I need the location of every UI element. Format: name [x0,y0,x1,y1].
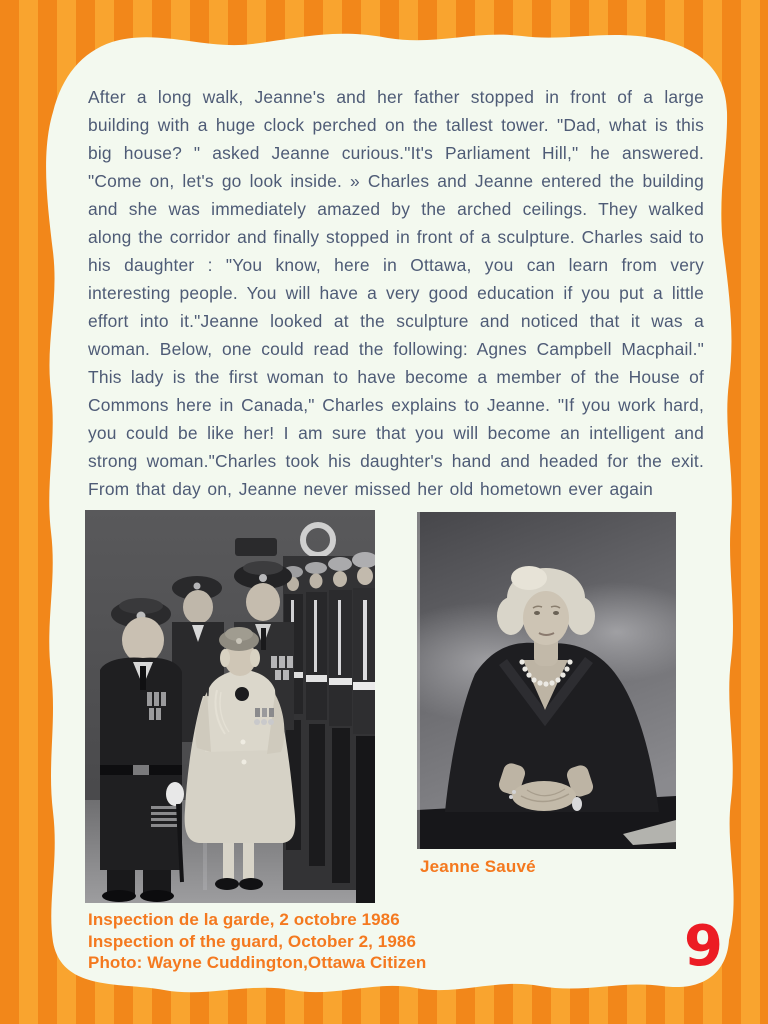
shoe [239,878,263,890]
story-text: After a long walk, Jeanne's and her father stopped in front of a large building with a huge clock perched on the tallest tower. "Dad, what is this big house? " asked Jeanne curious."It's Parliament Hill," he answered. "Come on, let's go look inside. » Charles and Jeanne entered the building and she was immediately amazed by the arched ceilings. They walked along the corridor and finally stopped in front of a sculpture. Charles said to his daughter : "You know, here in Ottawa, you can learn from very interesting people. You will have a very good education if you put a little effort into it."Jeanne looked at the sculpture and noticed that it was a woman. Below, one could read the following: Agnes Campbell Macphail." This lady is the first woman to have become a member of the House of Commons here in Canada," Charles explains to Jeanne. "If you work hard, you could be like her! I am sure that you will become an intelligent and strong woman."Charles took his daughter's hand and headed for the exit. From that day on, Jeanne never missed her old hometown ever again [88,87,704,500]
medals [254,708,274,725]
eye [553,611,559,615]
face [523,591,569,645]
inspection-caption-line-fr: Inspection de la garde, 2 octobre 1986 [88,910,400,929]
rosette [235,687,249,701]
inspection-caption-line-en: Inspection of the guard, October 2, 1986 [88,931,417,951]
inspection-photo [85,510,375,903]
white-glove [166,782,184,806]
page-number: 9 [684,914,723,979]
portrait-photo [417,512,676,849]
inspection-caption [88,909,508,974]
eye [534,611,540,615]
guard-row [283,552,375,903]
wristwatch [572,797,582,811]
shoe [215,878,239,890]
inspection-caption-line-credit: Photo: Wayne Cuddington,Ottawa Citizen [88,953,427,972]
portrait-caption: Jeanne Sauvé [420,857,536,876]
wall-fixture [235,538,277,556]
